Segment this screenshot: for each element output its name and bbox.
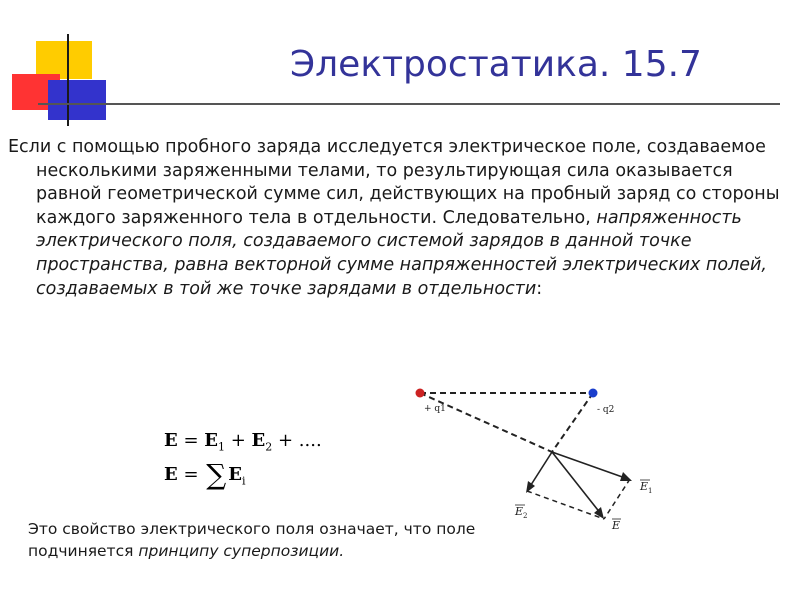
body-plain-text: Если с помощью пробного заряда исследуется электрическое поле, создаваемое несколькими заряженными телами, то результирующая сила оказывается равной геометрической сумме сил, действующих на пробный заряд со стороны каждого заряженного тела в отдельности. Следовательно, (8, 137, 780, 228)
formula-equals-2: = (177, 464, 205, 485)
sigma-symbol: ∑ (206, 458, 227, 491)
formula-ei: E (228, 464, 242, 485)
label-e1 (639, 480, 652, 495)
label-e2-sub: 2 (523, 512, 528, 520)
slide-title: Электростатика. 15.7 (290, 44, 702, 85)
dashed-e2-to-e (527, 491, 604, 519)
formula-tail: + .... (272, 430, 322, 451)
vector-e1-arrowhead (620, 472, 632, 481)
note-plain-text: Это свойство электрического поля означает, что поле подчиняется (28, 520, 476, 560)
superposition-diagram (416, 389, 653, 533)
formula-equals: = (177, 430, 205, 451)
formula-e: E (164, 430, 178, 451)
dashed-e1-to-e (604, 479, 630, 519)
formula-sub-1: 1 (218, 440, 225, 454)
note-italic-term: принципу суперпозиции. (138, 542, 345, 560)
dashed-q2-point (552, 393, 593, 452)
superposition-formulas (164, 424, 364, 492)
decor-blue-square (48, 80, 106, 120)
label-e1-letter: E (640, 480, 649, 493)
decor-yellow-square (36, 41, 92, 79)
label-e (611, 519, 621, 532)
superposition-note (28, 518, 498, 562)
formula-sigma (164, 458, 364, 492)
label-q2: - q2 (597, 405, 615, 415)
charge-q2 (589, 389, 598, 398)
formula-plus: + (225, 430, 252, 451)
formula-e2: E (251, 430, 266, 451)
body-colon: : (536, 278, 543, 299)
label-e1-sub: 1 (648, 487, 653, 495)
charge-q1 (416, 389, 425, 398)
label-e2 (514, 505, 527, 520)
label-q1: + q1 (424, 404, 446, 414)
formula-e1: E (204, 430, 218, 451)
formula-e-total: E (164, 464, 178, 485)
formula-sub-2: 2 (265, 440, 273, 454)
dashed-q1-point (420, 393, 552, 452)
label-e-letter: E (612, 519, 621, 532)
vector-e2 (529, 452, 552, 488)
vector-e2-arrowhead (526, 481, 535, 493)
body-italic-definition: напряженность электрического поля, создаваемого системой зарядов в данной точке пространства, равна векторной сумме напряженностей электрических полей, создаваемых в той же точке зарядами в отдельности (36, 207, 767, 299)
formula-sum-terms (164, 424, 364, 458)
body-paragraph (8, 136, 796, 301)
label-e2-letter: E (515, 505, 524, 518)
formula-sub-i: i (242, 474, 246, 488)
